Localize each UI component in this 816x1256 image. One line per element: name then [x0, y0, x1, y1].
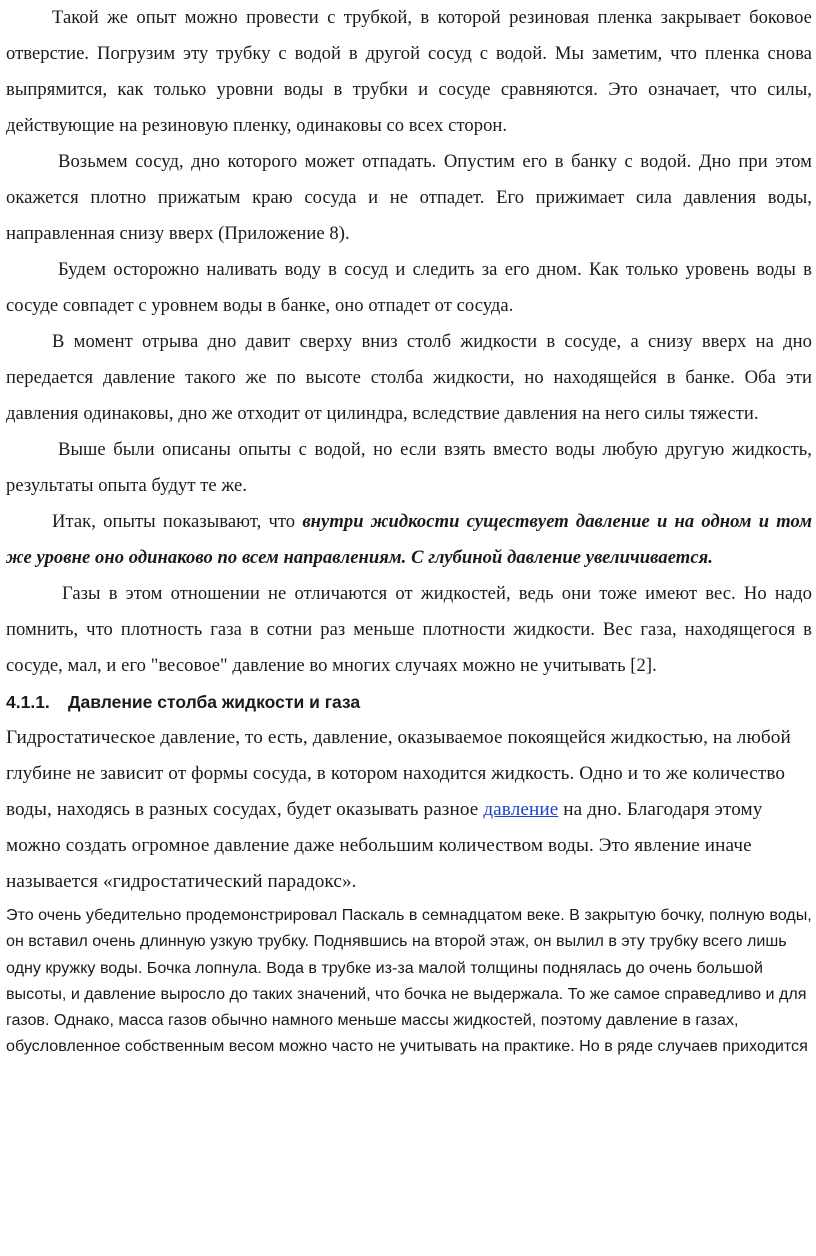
paragraph-text: Гидростатическое давление, то есть, давление, оказываемое покоящейся жидкостью, на любой глубине не зависит от формы сосуда, в котором находится жидкость. Одно и то же количество воды, находясь в разных сосудах, будет оказывать разное — [6, 727, 791, 820]
paragraph-text: Это очень убедительно продемонстрировал Паскаль в семнадцатом веке. В закрытую бочку, полную воды, он вставил очень длинную узкую трубку. Поднявшись на второй этаж, он вылил в эту трубку всего лишь одну кружку воды. Бочка лопнула. Вода в трубке из-за малой толщины поднялась до очень большой высоты, и давление выросло до таких значений, что бочка не выдержала. То же самое справедливо и для газов. Однако, масса газов обычно намного меньше массы жидкостей, поэтому давление в газах, обусловленное собственным весом можно часто не учитывать на практике. Но в ряде случаев приходится — [6, 906, 812, 1056]
paragraph-pascal — [6, 900, 812, 1060]
paragraph-other-liquids — [6, 432, 812, 504]
section-heading — [6, 684, 812, 720]
section-number: 4.1.1. — [6, 692, 50, 712]
paragraph-text: Итак, опыты показывают, что — [52, 511, 303, 532]
paragraph-text: Выше были описаны опыты с водой, но если взять вместо воды любую другую жидкость, результаты опыта будут те же. — [6, 439, 812, 496]
paragraph-text: Будем осторожно наливать воду в сосуд и следить за его дном. Как только уровень воды в сосуде совпадет с уровнем воды в банке, оно отпадет от сосуда. — [6, 259, 812, 316]
paragraph-text: на дно. Благодаря этому можно создать огромное давление даже небольшим количеством воды. Это явление иначе называется «гидростатический парадокс». — [6, 799, 763, 892]
section-title: Давление столба жидкости и газа — [68, 692, 361, 712]
paragraph-text: В момент отрыва дно давит сверху вниз столб жидкости в сосуде, а снизу вверх на дно передается давление такого же по высоте столба жидкости, но находящейся в банке. Оба эти давления одинаковы, дно же отходит от цилиндра, вследствие давления на него силы тяжести. — [6, 331, 812, 424]
paragraph-conclusion — [6, 504, 812, 576]
paragraph-hydrostatic — [6, 720, 812, 900]
paragraph-text: Возьмем сосуд, дно которого может отпадать. Опустим его в банку с водой. Дно при этом окажется плотно прижатым краю сосуда и не отпадет. Его прижимает сила давления воды, направленная снизу вверх (Приложение 8). — [6, 151, 812, 244]
paragraph-pour-water — [6, 252, 812, 324]
paragraph-vessel-bottom — [6, 144, 812, 252]
paragraph-detachment — [6, 324, 812, 432]
pressure-link[interactable]: давление — [483, 799, 559, 820]
paragraph-gases — [6, 576, 812, 684]
paragraph-text: Такой же опыт можно провести с трубкой, в которой резиновая пленка закрывает боковое отверстие. Погрузим эту трубку с водой в другой сосуд с водой. Мы заметим, что пленка снова выпрямится, как только уровни воды в трубки и сосуде сравняются. Это означает, что силы, действующие на резиновую пленку, одинаковы со всех сторон. — [6, 7, 812, 136]
emphasized-conclusion: внутри жидкости существует давление и на одном и том же уровне оно одинаково по всем направлениям. С глубиной давление увеличивается. — [6, 511, 812, 568]
paragraph-tube-experiment — [6, 0, 812, 144]
paragraph-text: Газы в этом отношении не отличаются от жидкостей, ведь они тоже имеют вес. Но надо помнить, что плотность газа в сотни раз меньше плотности жидкости. Вес газа, находящегося в сосуде, мал, и его "весовое" давление во многих случаях можно не учитывать [2]. — [6, 583, 812, 676]
